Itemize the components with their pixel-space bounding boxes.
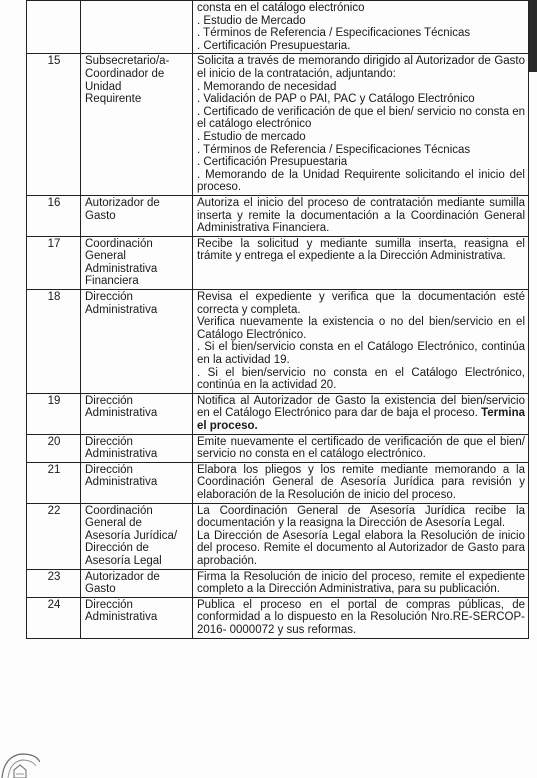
description-text: . Certificación Presupuestaria. [197,39,351,52]
table-row [27,393,529,434]
responsible-line: Administrativa [85,303,158,316]
responsible-line: Coordinador de [85,67,165,80]
description-cell [193,1,529,54]
responsible-cell [81,462,193,503]
responsible-line: Dirección [85,394,133,407]
procedure-table [26,0,529,639]
activity-number: 21 [27,462,81,503]
description-paragraph [197,395,525,433]
description-paragraph [197,571,525,596]
description-text: Emite nuevamente el certificado de verificación de que el bien/ servicio no consta en el catálogo electrónico. [197,435,525,461]
responsible-line: Administrativa [85,407,158,420]
responsible-line: Asesoría Legal [85,554,162,567]
description-text: Solicita a través de memorando dirigido al Autorizador de Gasto el inicio de la contratación, adjuntando: [197,55,525,80]
description-text: Elabora los pliegos y los remite mediante memorando a la Coordinación General de Asesoría Jurídica para revisión y elaboración de la Resolución de inicio del proceso. [197,463,525,501]
responsible-line: Coordinación [85,504,153,517]
procedure-table-body [27,1,529,639]
description-text: . Memorando de necesidad [197,80,337,93]
activity-number: 20 [27,434,81,462]
activity-number: 23 [27,569,81,597]
activity-number: 24 [27,597,81,638]
description-text: Autoriza el inicio del proceso de contratación mediante sumilla inserta y remite la documentación a la Coordinación General Administrativa Financiera. [197,196,525,235]
description-text: La Coordinación General de Asesoría Jurídica recibe la documentación y la reasigna la Dirección de Asesoría Legal. [197,504,525,530]
table-row [27,1,529,54]
description-text: . Memorando de la Unidad Requirente solicitando el inicio del proceso. [197,168,525,194]
description-paragraph [197,2,525,15]
table-row [27,597,529,638]
description-cell [193,569,529,597]
description-text: . Términos de Referencia / Especificaciones Técnicas [197,27,471,40]
activity-number: 22 [27,503,81,569]
activity-number: 18 [27,290,81,394]
description-text: . Estudio de mercado [197,130,306,143]
description-paragraph [197,505,525,530]
description-cell [193,54,529,196]
table-row [27,290,529,394]
description-paragraph [197,464,525,502]
responsible-line: Administrativa [85,611,158,624]
description-paragraph [197,81,525,94]
description-paragraph [197,197,525,235]
description-paragraph [197,599,525,637]
responsible-line: General de [85,517,142,530]
responsible-line: Gasto [85,209,116,222]
description-cell [193,290,529,394]
description-paragraph [197,367,525,392]
description-paragraph [197,341,525,366]
responsible-line: Administrativa [85,476,158,489]
responsible-cell [81,434,193,462]
activity-number: 19 [27,393,81,434]
activity-number: 17 [27,236,81,289]
description-paragraph [197,156,525,169]
responsible-line: Dirección [85,463,133,476]
responsible-cell [81,503,193,569]
description-text: La Dirección de Asesoría Legal elabora la Resolución de inicio del proceso. Remite el documento al Autorizador de Gasto para aprobación. [197,529,525,567]
responsible-cell [81,1,193,54]
responsible-line: Asesoría Jurídica/ [85,529,178,542]
responsible-line: Subsecretario/a- [85,55,170,68]
activity-number: 16 [27,195,81,236]
responsible-cell [81,195,193,236]
description-text: Revisa el expediente y verifica que la documentación esté correcta y completa. [197,291,525,316]
description-text: . Términos de Referencia / Especificaciones Técnicas [197,143,471,156]
responsible-line: Dirección [85,435,133,448]
table-row [27,462,529,503]
description-paragraph [197,106,525,131]
description-paragraph [197,169,525,194]
responsible-line: Requirente [85,93,142,106]
responsible-line: Administrativa [85,448,158,461]
description-cell [193,503,529,569]
description-cell [193,462,529,503]
description-cell [193,236,529,289]
description-text: . Certificado de verificación de que el bien/ servicio no consta en el catálogo electrónico [197,105,525,131]
activity-number: 15 [27,54,81,196]
description-paragraph [197,55,525,80]
description-cell [193,434,529,462]
description-paragraph [197,530,525,568]
responsible-line: Dirección [85,598,133,611]
description-text: . Certificación Presupuestaria [197,156,348,169]
description-text: . Validación de PAP o PAI, PAC y Catálogo Electrónico [197,93,475,106]
responsible-line: Autorizador de [85,570,160,583]
responsible-line: Coordinación [85,237,153,250]
description-cell [193,597,529,638]
description-text: Verifica nuevamente la existencia o no del bien/servicio en el Catálogo Electrónico. [197,316,525,341]
table-row [27,434,529,462]
responsible-line: Financiera [85,275,139,288]
description-paragraph [197,436,525,461]
activity-number [27,1,81,54]
responsible-line: Gasto [85,583,116,596]
seal-stamp [0,748,40,778]
description-text: . Si el bien/servicio consta en el Catálogo Electrónico, continúa en la actividad 19. [197,341,525,367]
description-paragraph [197,131,525,144]
table-row [27,195,529,236]
description-cell [193,195,529,236]
responsible-cell [81,597,193,638]
responsible-line: Dirección de [85,542,149,555]
description-paragraph [197,316,525,341]
description-paragraph [197,40,525,53]
description-paragraph [197,15,525,28]
description-paragraph [197,144,525,157]
responsible-line: Autorizador de [85,196,160,209]
responsible-line: Unidad [85,80,122,93]
description-paragraph [197,238,525,263]
description-paragraph [197,27,525,40]
responsible-cell [81,54,193,196]
description-text: Recibe la solicitud y mediante sumilla inserta, reasigna el trámite y entrega el expediente a la Dirección Administrativa. [197,237,525,263]
description-text: Firma la Resolución de inicio del proceso, remite el expediente completo a la Dirección Administrativa, para su publicación. [197,570,525,596]
description-paragraph [197,93,525,106]
responsible-cell [81,236,193,289]
description-text: . Si el bien/servicio no consta en el Catálogo Electrónico, continúa en la actividad 20. [197,366,525,392]
responsible-line: General [85,250,126,263]
description-text: consta en el catálogo electrónico [197,2,365,14]
table-row [27,54,529,196]
description-cell [193,393,529,434]
description-paragraph [197,291,525,316]
description-text: Publica el proceso en el portal de compras públicas, de conformidad a lo dispuesto en la Resolución Nro.RE-SERCOP-2016- 0000072 y sus reformas. [197,598,525,636]
responsible-line: Administrativa [85,262,158,275]
description-text: . Estudio de Mercado [197,14,306,27]
table-row [27,569,529,597]
responsible-cell [81,569,193,597]
table-row [27,236,529,289]
description-bold-text: Termina el proceso. [197,407,525,432]
description-text: Notifica al Autorizador de Gasto la existencia del bien/servicio en el Catálogo Electrónico para dar de baja el proceso. [197,394,525,420]
table-row [27,503,529,569]
responsible-cell [81,290,193,394]
responsible-line: Dirección [85,291,133,304]
page-edge-tab [529,0,537,72]
responsible-cell [81,393,193,434]
